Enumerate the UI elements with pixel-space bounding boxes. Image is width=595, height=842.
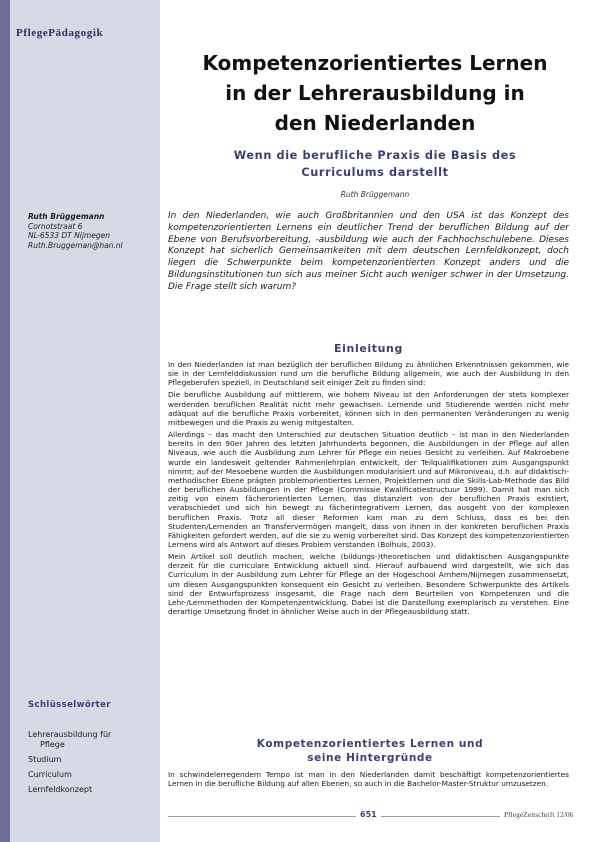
page-number: 651 [356,810,381,819]
keyword-text-continued: Pflege [40,740,65,749]
keyword-text: Curriculum [28,770,72,779]
title-line: in der Lehrerausbildung in [225,81,525,105]
article-title [170,48,580,138]
author-street: Cornotstraat 6 [28,221,83,231]
keyword-text: Lernfeldkonzept [28,785,93,794]
body-text-kompetenz [168,770,569,788]
abstract: In den Niederlanden, wie auch Großbritannien und den USA ist das Konzept des kompetenzorientierten Lernens ein deutlicher Trend der beruflichen Bildung auf der Ebene von Berufsvorbereitung, -ausbildung wie auch der Fachhochschulebene. Dieses Konzept hat sicherlich Gemeinsamkeiten mit dem deutschen Lernfeldkonzept, doch liegen die Schwerpunkte beim kompetenzorientierten Konzept anders und die Bildungsinstitutionen tun sich aus meiner Sicht auch weniger schwer in der Umsetzung. Die Frage stellt sich warum? [168,211,569,292]
keyword-item [28,785,153,795]
keyword-text: Lehrerausbildung für [28,730,112,739]
keywords-heading: Schlüsselwörter [28,700,111,710]
byline: Ruth Brüggemann [340,190,410,199]
author-contact [28,212,158,250]
paragraph: In den Niederlanden ist man bezüglich der beruflichen Bildung zu ähnlichen Erkenntnissen gekommen, wie sie in der Lernfelddiskussion rund um die berufliche Bildung allgemein, wie auch der Ausbildung in den Pflegeberufen speziell, in Deutschland seit einiger Zeit zu finden sind: [168,360,569,388]
paragraph: Mein Artikel soll deutlich machen, welche (bildungs-)theoretischen und didaktischen Ausgangspunkte derzeit für die curriculare Entwicklung aktuell sind. Hierauf aufbauend wird dargestellt, wie sich das Curriculum in der Ausbildung zum Lehrer für Pflege an der Hogeschool Arnhem/Nijmegen zusammensetzt, um diesen Ausgangspunkten konsequent ein Gesicht zu verleihen. Besondere Schwerpunkte des Artikels sind der Entwurfsprozess insgesamt, die Frage nach dem Beurteilen von Kompetenzen und die Lehr-/Lernmethoden der Kompetenzentwicklung. Dabei ist die Darstellung exemplarisch zu verstehen. Eine derartige Umsetzung findet in ähnlicher Weise auch in der Pflegeausbildung statt. [168,552,569,617]
author-email[interactable]: Ruth.Bruggeman@han.nl [28,240,123,250]
title-line: Kompetenzorientiertes Lernen [202,51,548,75]
issue-label: PflegeZeitschrift 12/06 [500,810,573,819]
article-subtitle [190,147,560,181]
body-text-einleitung [168,360,569,619]
keyword-item [28,770,153,780]
sidebar-accent-strip [0,0,10,842]
paragraph: Allerdings – das macht den Unterschied zur deutschen Situation deutlich – ist man in den Niederlanden bereits in den 90er Jahren des letzten Jahrhunderts begonnen, die Ausbildungen in der Pflege auf allen Niveaus, wie auch die Ausbildung zum Lehrer für Pflege ein neues Gesicht zu verleihen. Auf Makroebene wurde ein landesweit geltender Rahmenlehrplan entwickelt, der Teilqualifikationen zum Ausgangspunkt nimmt; auf der Mesoebene wurden die Ausbildungen modularisiert und auf Mikroniveau, d.h. auf didaktisch-methodischer Ebene prägten problemorientiertes Lernen, Projektlernen und die Skills-Lab-Methode das Bild der beruflichen Ausbildungen in der Pflege (Commissie Kwalificatiestructuur 1999). Damit hat man sich zeitig von einem fächerorientierten Lernen, das distanziert von der beruflichen Praxis existiert, verabschiedet und sich hin bewegt zu fächerintegrativem Lernen, das ausgeht von der komplexen beruflichen Praxis. Trotz all dieser Reformen kam man zu dem Schluss, dass es bei den Studenten/Lernenden an Transfervermögen mangelt, dass von ihnen in der konkreten beruflichen Praxis Fähigkeiten gefordert werden, auf die sie zu wenig vorbereitet sind. Das Konzept des kompetenzorientierten Lernens wird als Antwort auf dieses Problem verstanden (Bolhuis, 2003). [168,430,569,549]
author-city: NL-6533 DT Nijmegen [28,231,110,240]
keyword-item [28,730,153,750]
keywords-list [28,730,153,800]
sidebar-panel [0,0,160,842]
subtitle-line: Curriculums darstellt [301,166,449,179]
journal-name: PflegePädagogik [16,27,104,39]
title-line: den Niederlanden [274,111,476,135]
subtitle-line: Wenn die berufliche Praxis die Basis des [233,149,517,162]
paragraph: In schwindelerregendem Tempo ist man in den Niederlanden damit beschäftigt kompetenzorientiertes Lernen in die berufliche Bildung auf allen Ebenen, so auch in die Bachelor-Master-Struktur umzusetzen. [168,770,569,789]
keyword-text: Studium [28,755,62,764]
author-name: Ruth Brüggemann [28,212,105,221]
section-heading-kompetenz [210,737,530,765]
section-heading-einleitung: Einleitung [334,342,403,355]
keyword-item [28,755,153,765]
heading-line: seine Hintergründe [307,752,433,764]
paragraph: Die berufliche Ausbildung auf mittlerem, wie hohem Niveau ist den Anforderungen der stets komplexer werdenden beruflichen Realität nicht mehr gewachsen. Lernende und Studierende werden nicht mehr adäquat auf die berufliche Praxis vorbereitet, können sich in den permanenten Veränderungen zu wenig mitbewegen und die Praxis zu wenig mitgestalten. [168,390,569,427]
heading-line: Kompetenzorientiertes Lernen und [256,738,484,750]
